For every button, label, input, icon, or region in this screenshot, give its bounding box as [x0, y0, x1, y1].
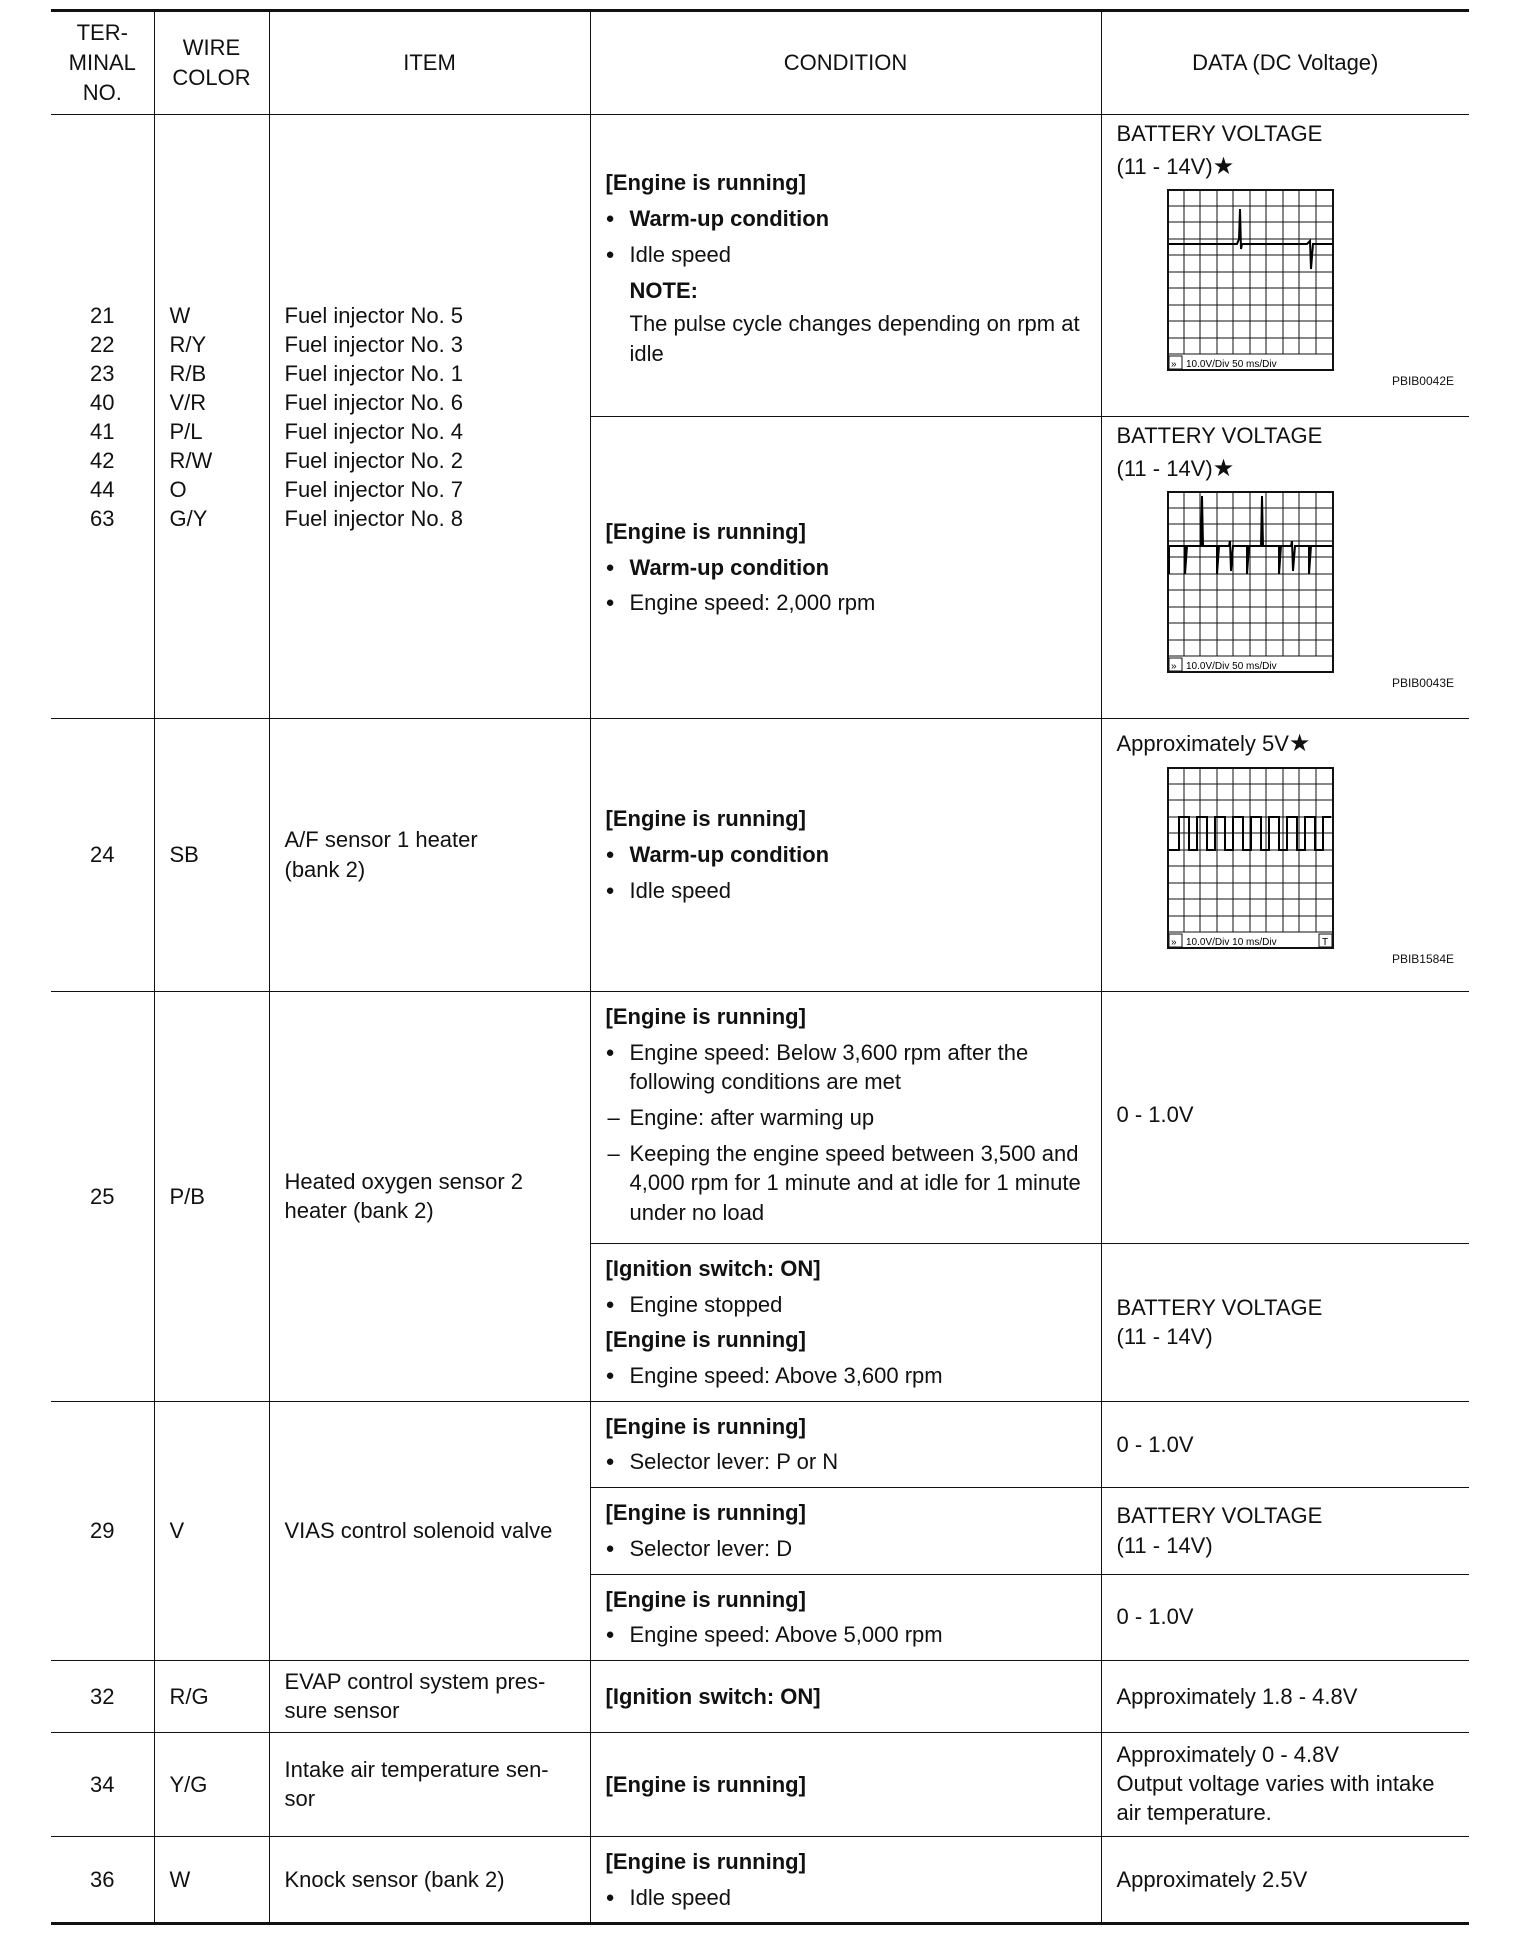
condition-heading: [Engine is running]: [605, 170, 806, 196]
item-name: EVAP control system pres- sure sensor: [269, 1660, 590, 1732]
terminal-number: 29: [51, 1401, 154, 1660]
scope-scale: 10.0V/Div 10 ms/Div: [1185, 936, 1277, 948]
injector-items: Fuel injector No. 5 Fuel injector No. 3 Fuel injector No. 1 Fuel injector No. 6 Fuel injector No. 4 Fuel injector No. 2 Fuel injector No. 7 Fuel injector No. 8: [269, 115, 590, 719]
note-title: NOTE:: [629, 277, 698, 303]
condition-heading: [Engine is running]: [605, 1500, 806, 1526]
condition-heading: [Engine is running]: [605, 1586, 806, 1612]
data-cell: [1101, 719, 1469, 992]
data-cell: 0 - 1.0V: [1101, 1401, 1469, 1487]
oscilloscope-waveform-image: [1167, 767, 1335, 949]
condition-heading: [Ignition switch: ON]: [605, 1256, 821, 1281]
header-item: ITEM: [269, 11, 590, 115]
condition-bullet: ● Idle speed: [606, 876, 1086, 906]
condition-cell: [590, 417, 1101, 719]
data-cell: 0 - 1.0V: [1101, 992, 1469, 1244]
svg-text:»: »: [1170, 359, 1177, 371]
condition-heading: [Engine is running]: [605, 1327, 806, 1353]
table-row: [51, 115, 1469, 417]
condition-bullet: ● Engine speed: Below 3,600 rpm after the following conditions are met: [606, 1038, 1086, 1097]
figure-code: PBIB1584E: [1391, 951, 1454, 966]
condition-bullet: ● Selector lever: P or N: [606, 1447, 1086, 1477]
item-name: VIAS control solenoid valve: [269, 1401, 590, 1660]
data-cell: Approximately 2.5V: [1101, 1836, 1469, 1923]
data-line: BATTERY VOLTAGE: [1116, 423, 1323, 448]
note-text: The pulse cycle changes depending on rpm at idle: [629, 311, 1080, 366]
oscilloscope-waveform-image: [1167, 491, 1335, 673]
data-line: BATTERY VOLTAGE: [1116, 121, 1323, 146]
terminal-data-table: [51, 9, 1469, 1925]
condition-bullet: ● Engine speed: 2,000 rpm: [606, 588, 1086, 618]
condition-bullet: ● Engine speed: Above 5,000 rpm: [606, 1620, 1086, 1650]
svg-text:T: T: [1321, 936, 1328, 948]
data-cell: 0 - 1.0V: [1101, 1574, 1469, 1660]
condition-cell: [590, 1488, 1101, 1574]
table-row: [51, 1401, 1469, 1487]
data-cell: BATTERY VOLTAGE (11 - 14V): [1101, 1488, 1469, 1574]
svg-text:»: »: [1170, 661, 1177, 673]
condition-cell: [590, 992, 1101, 1244]
condition-subitem: – Engine: after warming up: [606, 1103, 1086, 1133]
svg-text:»: »: [1170, 936, 1177, 948]
star-icon: ★: [1212, 454, 1235, 482]
table-row: [51, 719, 1469, 992]
data-line: (11 - 14V): [1116, 153, 1213, 179]
data-line: Approximately 5V: [1116, 731, 1289, 756]
condition-bullet: ● Selector lever: D: [606, 1534, 1086, 1564]
wire-color: Y/G: [154, 1732, 269, 1836]
condition-bullet: ● Warm-up condition: [606, 204, 1086, 234]
condition-bullet: ● Engine speed: Above 3,600 rpm: [606, 1361, 1086, 1391]
header-wire-color: WIRE COLOR: [154, 11, 269, 115]
condition-cell: [590, 1244, 1101, 1402]
condition-bullet: ● Idle speed: [606, 1883, 1086, 1913]
condition-bullet: ● Engine stopped: [606, 1290, 1086, 1320]
table-row: [51, 1732, 1469, 1836]
terminal-number: 25: [51, 992, 154, 1402]
data-cell: Approximately 0 - 4.8V Output voltage varies with intake air temperature.: [1101, 1732, 1469, 1836]
condition-bullet: ● Warm-up condition: [606, 553, 1086, 583]
star-icon: ★: [1288, 730, 1311, 757]
data-cell: BATTERY VOLTAGE (11 - 14V): [1101, 1244, 1469, 1402]
injector-wires: W R/Y R/B V/R P/L R/W O G/Y: [154, 115, 269, 719]
scope-scale: 10.0V/Div 50 ms/Div: [1185, 661, 1277, 673]
header-data: DATA (DC Voltage): [1101, 11, 1469, 115]
condition-heading: [Ignition switch: ON]: [590, 1660, 1101, 1732]
figure-code: PBIB0042E: [1391, 374, 1454, 389]
header-row: [51, 11, 1469, 115]
table-row: [51, 1836, 1469, 1923]
condition-cell: [590, 1401, 1101, 1487]
condition-bullet: ● Warm-up condition: [606, 840, 1086, 870]
oscilloscope-waveform-image: [1167, 189, 1335, 371]
condition-cell: [590, 1574, 1101, 1660]
condition-heading: [Engine is running]: [605, 518, 806, 544]
condition-cell: [590, 719, 1101, 992]
condition-heading: [Engine is running]: [605, 1004, 806, 1029]
wire-color: R/G: [154, 1660, 269, 1732]
wire-color: SB: [154, 719, 269, 992]
wire-color: V: [154, 1401, 269, 1660]
data-cell: [1101, 417, 1469, 719]
condition-heading: [Engine is running]: [605, 806, 806, 832]
item-name: Knock sensor (bank 2): [269, 1836, 590, 1923]
data-cell: [1101, 115, 1469, 417]
item-name: Heated oxygen sensor 2 heater (bank 2): [269, 992, 590, 1402]
table-row: [51, 992, 1469, 1244]
header-condition: CONDITION: [590, 11, 1101, 115]
figure-code: PBIB0043E: [1391, 676, 1454, 691]
condition-cell: [590, 115, 1101, 417]
terminal-number: 24: [51, 719, 154, 992]
data-cell: Approximately 1.8 - 4.8V: [1101, 1660, 1469, 1732]
injector-terminals: 21 22 23 40 41 42 44 63: [51, 115, 154, 719]
wire-color: W: [154, 1836, 269, 1923]
table-row: [51, 1660, 1469, 1732]
star-icon: ★: [1212, 152, 1235, 180]
condition-heading: [Engine is running]: [590, 1732, 1101, 1836]
item-name: A/F sensor 1 heater (bank 2): [269, 719, 590, 992]
condition-heading: [Engine is running]: [605, 1848, 806, 1874]
scope-scale: 10.0V/Div 50 ms/Div: [1185, 359, 1277, 371]
item-name: Intake air temperature sen- sor: [269, 1732, 590, 1836]
terminal-number: 34: [51, 1732, 154, 1836]
condition-heading: [Engine is running]: [605, 1413, 806, 1439]
wire-color: P/B: [154, 992, 269, 1402]
condition-cell: [590, 1836, 1101, 1923]
condition-bullet: ● Idle speed: [606, 240, 1086, 270]
terminal-number: 36: [51, 1836, 154, 1923]
condition-subitem: – Keeping the engine speed between 3,500 and 4,000 rpm for 1 minute and at idle for 1 minute under no load: [606, 1139, 1086, 1228]
terminal-number: 32: [51, 1660, 154, 1732]
data-line: (11 - 14V): [1116, 455, 1213, 481]
header-terminal: TER- MINAL NO.: [51, 11, 154, 115]
